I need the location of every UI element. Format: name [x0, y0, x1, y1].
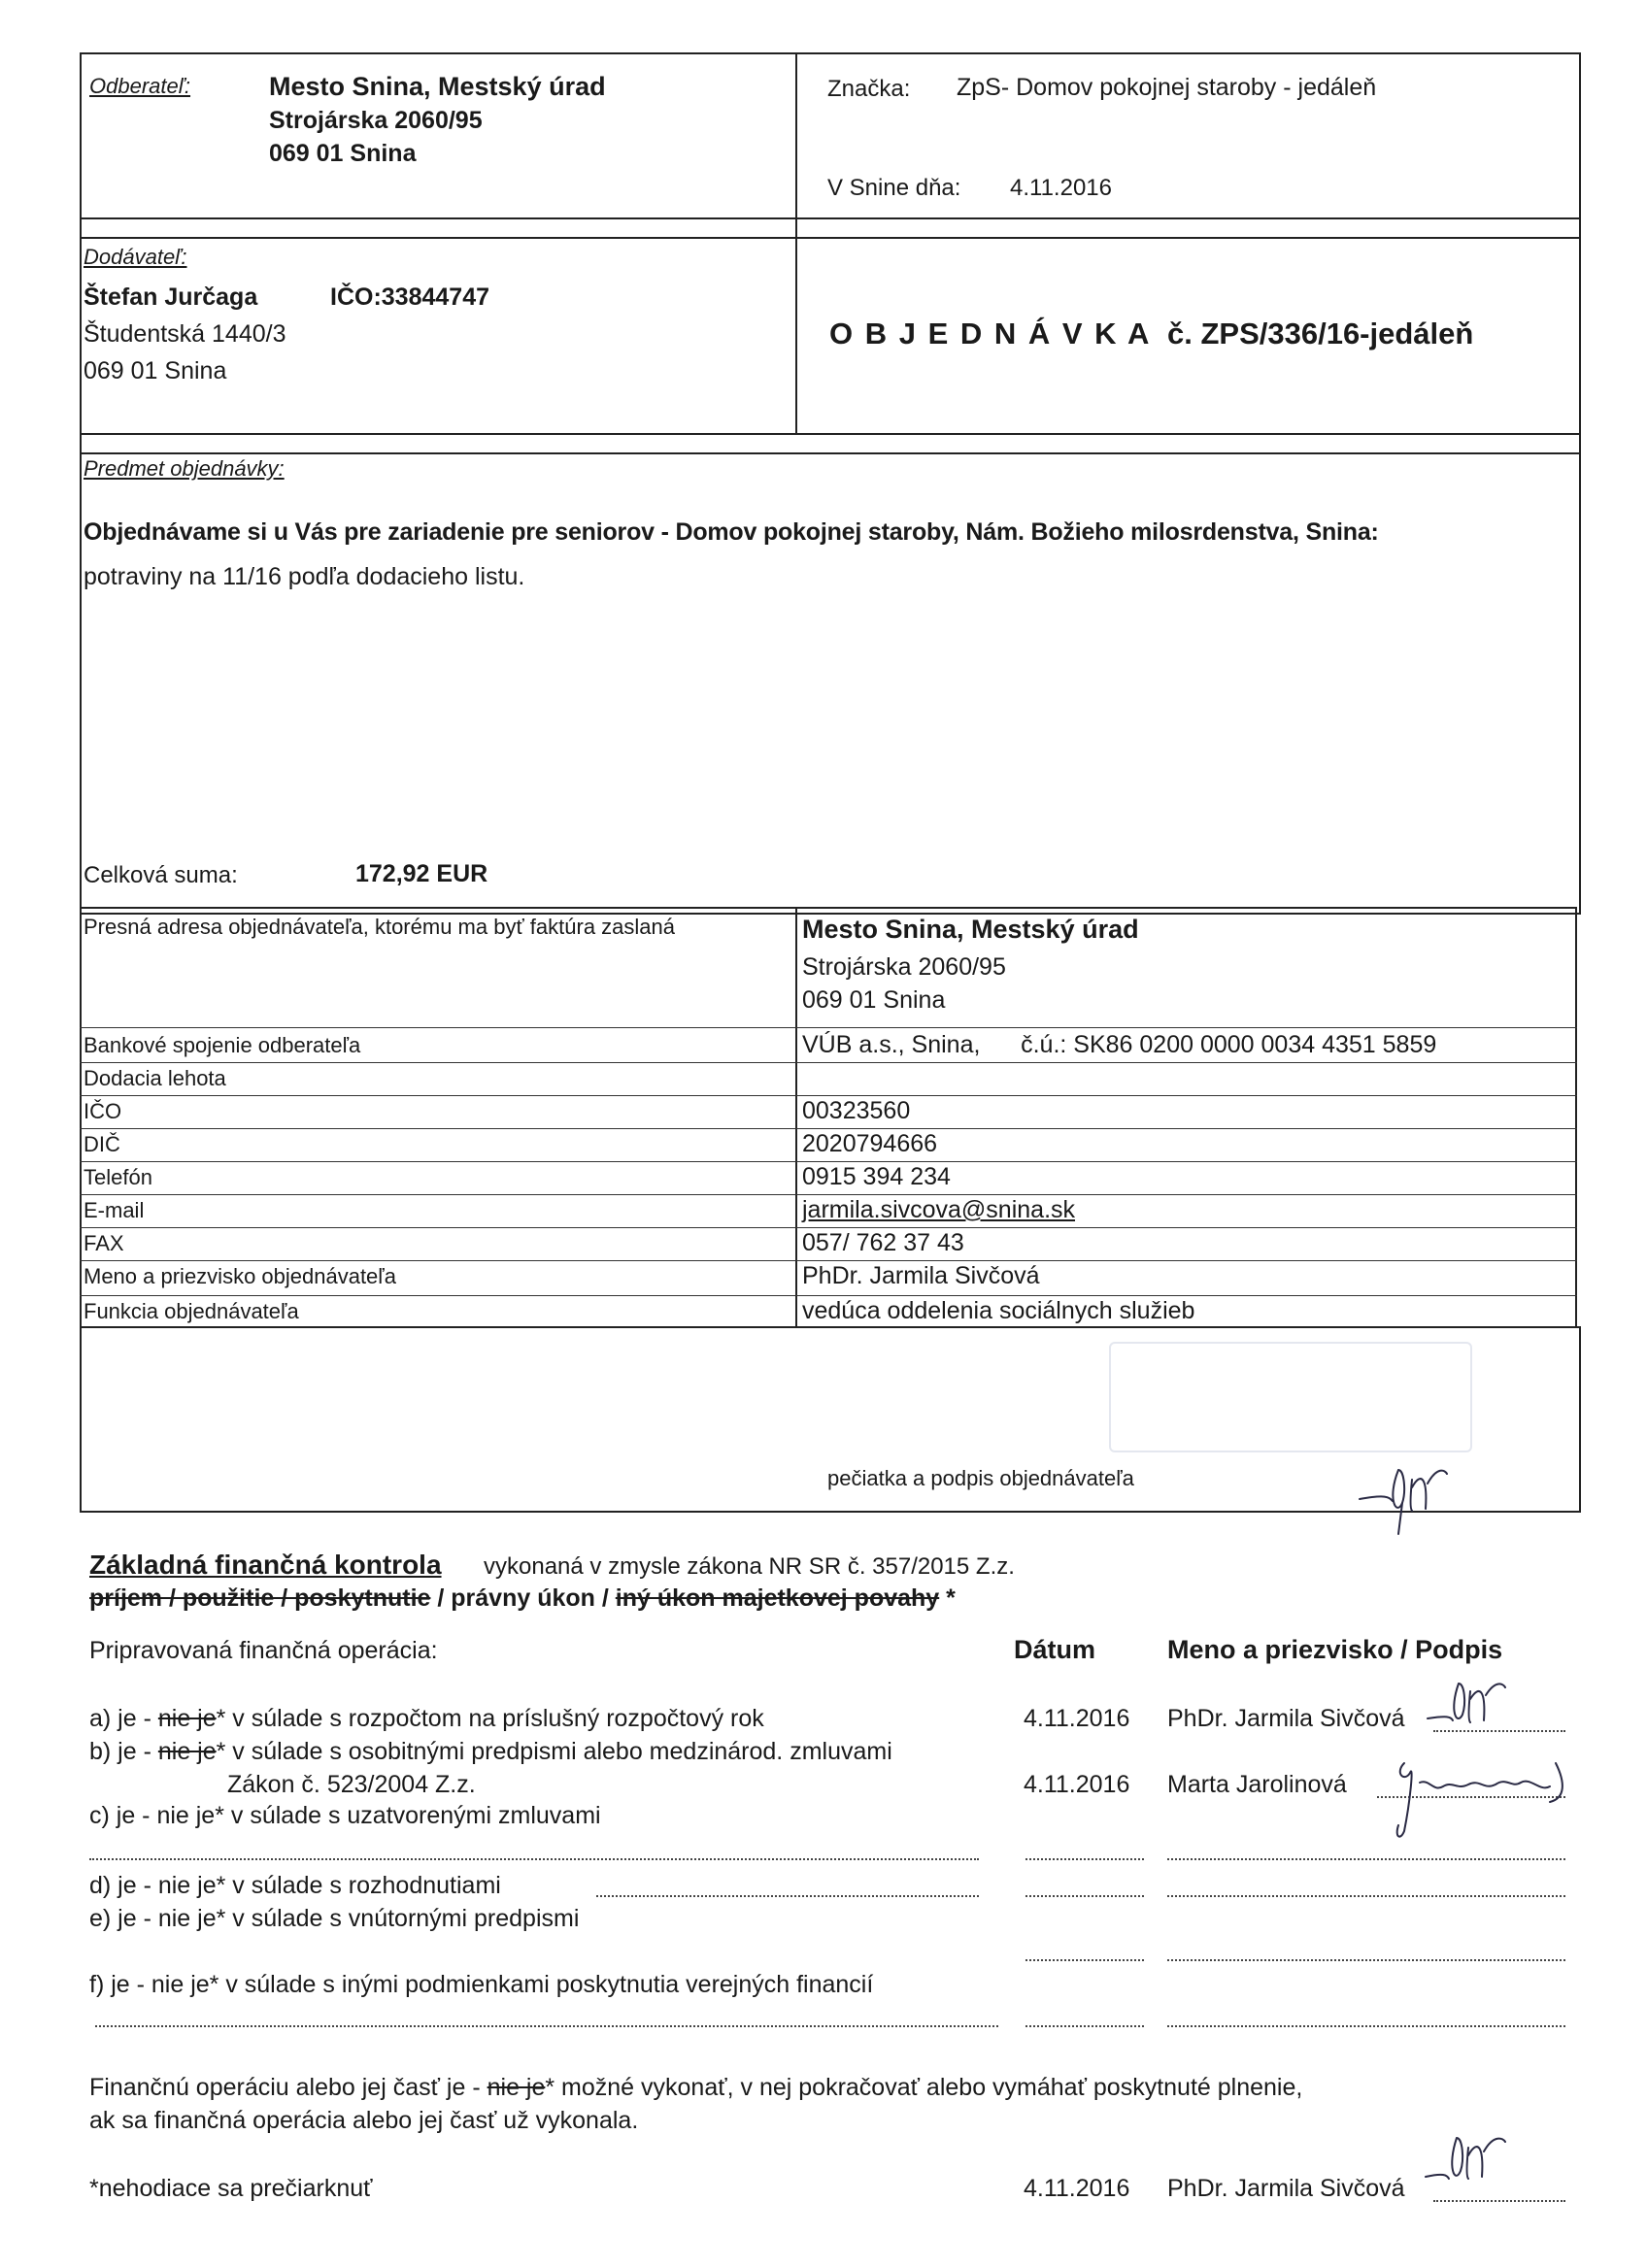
billing-rule-6 [80, 1227, 1577, 1228]
billing-row-label: Meno a priezvisko objednávateľa [84, 1264, 396, 1288]
header-divider [795, 52, 797, 239]
subject-top-rule [80, 452, 1581, 454]
item-c-dots-date [1025, 1858, 1144, 1860]
control-title-rest: vykonaná v zmysle zákona NR SR č. 357/2015 Z.z. [484, 1553, 1015, 1580]
supplier-label: Dodávateľ: [84, 245, 187, 269]
billing-rule-4 [80, 1161, 1577, 1162]
billing-divider [795, 907, 797, 1326]
order-number: č. ZPS/336/16-jedáleň [1167, 317, 1474, 350]
billing-row-value: PhDr. Jarmila Sivčová [802, 1262, 1040, 1289]
item-e-dots-date [1025, 1959, 1144, 1961]
control-item-c: c) je - nie je* v súlade s uzatvorenými zmluvami [89, 1802, 601, 1829]
supplier-street: Študentská 1440/3 [84, 320, 286, 348]
control-title: Základná finančná kontrola [89, 1550, 442, 1580]
stamp-label: pečiatka a podpis objednávateľa [827, 1466, 1134, 1490]
item-b-date: 4.11.2016 [1024, 1771, 1130, 1798]
final-sign-line [1433, 2200, 1565, 2202]
item-b-line2: Zákon č. 523/2004 Z.z. [227, 1771, 476, 1798]
item-f-dots-op [95, 2025, 998, 2027]
billing-row-label: E-mail [84, 1198, 145, 1222]
odberatel-label: Odberateľ: [89, 74, 191, 98]
item-b-pre: b) je - [89, 1738, 158, 1765]
billing-row-label: IČO [84, 1099, 122, 1123]
control-subtitle-strike2: iný úkon majetkovej povahy [615, 1584, 940, 1612]
supplier-divider [795, 237, 797, 435]
item-d-dots-name [1167, 1895, 1565, 1897]
billing-address-street: Strojárska 2060/95 [802, 953, 1006, 981]
billing-row-label: FAX [84, 1231, 124, 1255]
billing-address-label: Presná adresa objednávateľa, ktorému ma byť faktúra zaslaná [84, 915, 676, 939]
order-title: O B J E D N Á V K A [829, 317, 1152, 350]
billing-rule-5 [80, 1194, 1577, 1195]
col-name-header: Meno a priezvisko / Podpis [1167, 1635, 1503, 1664]
billing-row-value: vedúca oddelenia sociálnych služieb [802, 1297, 1195, 1324]
supplier-name: Štefan Jurčaga [84, 284, 258, 311]
signature-icon [1418, 1662, 1525, 1740]
signature-icon [1348, 1441, 1484, 1538]
billing-row-value: 00323560 [802, 1097, 911, 1124]
item-a-date: 4.11.2016 [1024, 1705, 1130, 1732]
col-date-header: Dátum [1014, 1635, 1096, 1664]
billing-row-label: Funkcia objednávateľa [84, 1299, 299, 1323]
stamp-mark [1109, 1342, 1472, 1452]
billing-email-value[interactable]: jarmila.sivcova@snina.sk [802, 1196, 1076, 1223]
billing-row-label: Bankové spojenie odberateľa [84, 1033, 361, 1057]
signature-icon [1375, 1744, 1579, 1851]
item-b-post: * v súlade s osobitnými predpismi alebo medzinárod. zmluvami [216, 1738, 892, 1765]
final-strike: nie je [487, 2074, 546, 2101]
final-statement-line2: ak sa finančná operácia alebo jej časť už vykonala. [89, 2107, 639, 2134]
odberatel-city: 069 01 Snina [269, 140, 417, 167]
supplier-city: 069 01 Snina [84, 357, 227, 384]
subject-label: Predmet objednávky: [84, 456, 285, 481]
billing-rule-7 [80, 1260, 1577, 1261]
item-d-dots-op [596, 1895, 979, 1897]
control-item-b [89, 1738, 892, 1766]
header-bottom-rule [80, 217, 1581, 219]
item-f-dots-name [1167, 2025, 1565, 2027]
final-post: * možné vykonať, v nej pokračovať alebo vymáhať poskytnuté plnenie, [545, 2074, 1303, 2101]
znacka-label: Značka: [827, 76, 911, 102]
subject-line2: potraviny na 11/16 podľa dodacieho listu. [84, 563, 525, 590]
final-pre: Finančnú operáciu alebo jej časť je - [89, 2074, 487, 2101]
billing-address-city: 069 01 Snina [802, 986, 946, 1014]
item-f-dots-date [1025, 2025, 1144, 2027]
control-subtitle [89, 1584, 956, 1613]
final-name: PhDr. Jarmila Sivčová [1167, 2175, 1405, 2202]
col-operation-header: Pripravovaná finančná operácia: [89, 1637, 438, 1664]
item-a-name: PhDr. Jarmila Sivčová [1167, 1705, 1405, 1732]
billing-rule-1 [80, 1062, 1577, 1063]
final-statement-line1 [89, 2074, 1302, 2102]
date-label: V Snine dňa: [827, 175, 961, 201]
item-d-dots-date [1025, 1895, 1144, 1897]
control-item-e: e) je - nie je* v súlade s vnútornými predpismi [89, 1905, 580, 1932]
item-c-dots-op [89, 1858, 979, 1860]
subject-line1: Objednávame si u Vás pre zariadenie pre seniorov - Domov pokojnej staroby, Nám. Božieho milosrdenstva, Snina: [84, 518, 1379, 546]
control-item-d: d) je - nie je* v súlade s rozhodnutiami [89, 1872, 501, 1899]
control-subtitle-strike1: príjem / použitie / poskytnutie [89, 1584, 431, 1612]
signature-icon [1414, 2109, 1530, 2196]
billing-row-label: Telefón [84, 1165, 152, 1189]
control-item-f: f) je - nie je* v súlade s inými podmienkami poskytnutia verejných financií [89, 1971, 874, 1998]
item-e-dots-name [1167, 1959, 1565, 1961]
billing-rule-8 [80, 1295, 1577, 1296]
billing-address-name: Mesto Snina, Mestský úrad [802, 915, 1139, 944]
control-subtitle-mid: / právny úkon / [430, 1584, 616, 1612]
date-value: 4.11.2016 [1010, 175, 1112, 201]
item-c-dots-name [1167, 1858, 1565, 1860]
item-a-pre: a) je - [89, 1705, 158, 1732]
odberatel-name: Mesto Snina, Mestský úrad [269, 72, 606, 101]
subject-box [80, 433, 1581, 915]
billing-row-value: 057/ 762 37 43 [802, 1229, 964, 1256]
supplier-ico: IČO:33844747 [330, 284, 490, 311]
billing-row-value: VÚB a.s., Snina, č.ú.: SK86 0200 0000 0034 4351 5859 [802, 1031, 1437, 1058]
billing-rule-2 [80, 1095, 1577, 1096]
billing-row-value: 2020794666 [802, 1130, 938, 1157]
final-date: 4.11.2016 [1024, 2175, 1130, 2202]
billing-row-value: 0915 394 234 [802, 1163, 951, 1190]
control-item-a [89, 1705, 764, 1733]
odberatel-street: Strojárska 2060/95 [269, 107, 483, 134]
billing-row-label: DIČ [84, 1132, 120, 1156]
znacka-value: ZpS- Domov pokojnej staroby - jedáleň [957, 74, 1377, 101]
item-a-strike: nie je [157, 1705, 217, 1732]
control-subtitle-star: * [939, 1584, 956, 1612]
total-label: Celková suma: [84, 862, 238, 888]
billing-row-label: Dodacia lehota [84, 1066, 226, 1090]
item-a-post: * v súlade s rozpočtom na príslušný rozpočtový rok [216, 1705, 764, 1732]
item-b-name: Marta Jarolinová [1167, 1771, 1347, 1798]
billing-rule-0 [80, 1027, 1577, 1028]
item-b-strike: nie je [157, 1738, 217, 1765]
total-value: 172,92 EUR [355, 860, 488, 887]
footnote: *nehodiace sa prečiarknuť [89, 2175, 373, 2202]
billing-rule-3 [80, 1128, 1577, 1129]
